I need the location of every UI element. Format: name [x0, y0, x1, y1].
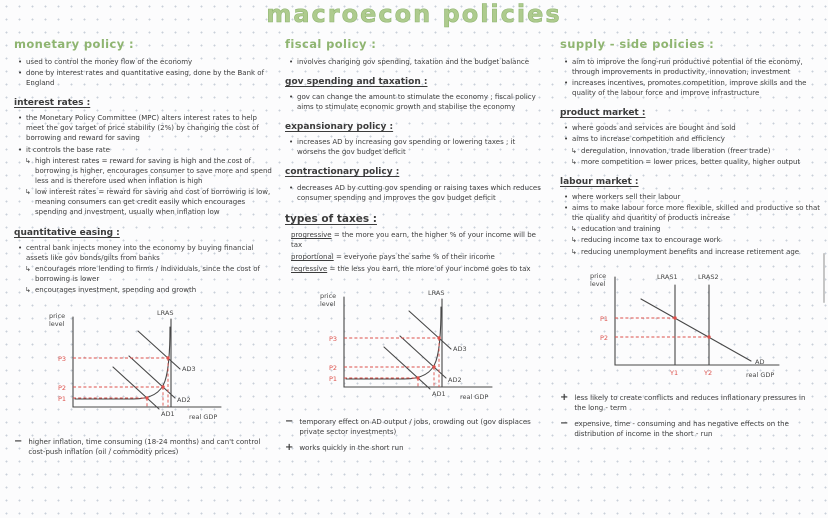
tax-term: regressive	[291, 265, 328, 274]
x-axis-label: real GDP	[745, 370, 774, 379]
fiscal-ad-as-graph	[314, 283, 514, 411]
y-axis-label: price	[49, 312, 66, 321]
note-text: higher inflation, time consuming (18-24 months) and can't control cost-push inflation (oil / commodity prices)	[28, 438, 261, 457]
ad-line	[641, 299, 751, 361]
p1-label: P1	[599, 314, 608, 323]
axes	[615, 277, 779, 365]
monetary-ad-as-graph	[43, 303, 243, 431]
note-line: • increases AD by increasing gov spending or lowering taxes ; it worsens the gov budget deficit	[289, 137, 543, 157]
note-line: • aims to make labour force more flexible, skilled and productive so that the quality and quantity of products increase	[564, 203, 820, 223]
lras-label: LRAS	[157, 309, 174, 318]
fiscal-heading: fiscal policy :	[285, 37, 377, 51]
y-axis-label: price	[320, 291, 337, 300]
note-line: • increases incentives, promotes competition, improve skills and the quality of the labour force and improve infrastructure	[564, 78, 820, 98]
sub-note-line: ↳ encourages more lending to firms / individuals, since the cost of borrowing is lower	[18, 264, 272, 284]
ad2-label: AD2	[177, 396, 191, 405]
supply-side-heading: supply - side policies :	[560, 37, 715, 51]
note-text: temporary effect on AD output / jobs, crowding out (gov displaces private sector investments)	[299, 417, 531, 436]
expansionary-list	[289, 137, 543, 157]
tax-definition: = the less you earn, the more of your income goes to tax	[329, 265, 531, 274]
note-line: • central bank injects money into the economy by buying financial assets like gov bonds/gilts from banks	[18, 243, 272, 263]
graph-curves	[73, 317, 221, 409]
sub-note-line: ↳ low interest rates = reward for saving and cost of borrowing is low, meaning consumers can get credit easily which encourages spending and investment, usually when inflation low	[18, 187, 272, 217]
y2-label: Y2	[703, 368, 712, 377]
ad3-line	[409, 311, 451, 349]
page-title: macroecon policies	[266, 0, 562, 28]
note-line: • decreases AD by cutting gov spending or raising taxes which reduces consumer spending and improves the gov budget deficit	[289, 183, 543, 203]
supply-intro-list	[564, 57, 820, 99]
monetary-heading: monetary policy :	[14, 37, 135, 51]
supply-side-column	[560, 36, 820, 439]
p2-label: P2	[58, 384, 67, 393]
ad1-label: AD1	[432, 389, 446, 398]
x-axis-label: real GDP	[460, 392, 489, 401]
y-axis-label: level	[49, 320, 65, 329]
p2-label: P2	[329, 363, 338, 372]
interest-rates-heading: interest rates :	[14, 98, 91, 109]
fiscal-policy-column	[285, 36, 543, 453]
interest-rates-list	[18, 113, 272, 217]
y-axis-label: level	[320, 299, 336, 308]
supply-pro-note	[560, 393, 820, 413]
ad3-label: AD3	[453, 344, 467, 353]
sub-note-line: ↳ education and training	[564, 224, 820, 234]
p3-label: P3	[58, 355, 67, 364]
note-line: • gov can change the amount to stimulate the economy ; fiscal policy aims to stimulate economic growth and stabilise the economy	[289, 92, 543, 112]
graph-labels	[320, 289, 488, 401]
p3-label: P3	[329, 334, 338, 343]
lras2-label: LRAS2	[697, 272, 719, 281]
as-curve	[75, 327, 170, 399]
fiscal-intro-list	[289, 57, 543, 67]
gov-spending-list	[289, 92, 543, 112]
lras-label: LRAS	[428, 288, 445, 297]
tax-type-line	[291, 252, 543, 262]
guide-lines	[615, 318, 709, 337]
graph-labels	[49, 309, 217, 421]
scrollbar-thumb[interactable]	[823, 253, 825, 303]
tax-definition: = everyone pays the same % of their income	[335, 253, 495, 262]
price-labels	[58, 355, 66, 403]
p2-label: P2	[599, 333, 608, 342]
labour-market-heading: labour market :	[560, 176, 639, 187]
contractionary-list	[289, 183, 543, 203]
graph-curves	[615, 277, 779, 365]
quantitative-easing-heading: quantitative easing :	[14, 227, 120, 238]
note-line: • used to control the money flow of the economy	[18, 57, 272, 67]
supply-side-lras-graph	[583, 265, 798, 387]
note-line: • aims to increase competition and efficiency	[564, 134, 820, 144]
as-curve	[346, 307, 441, 379]
ad2-label: AD2	[448, 375, 462, 384]
note-line: • aim to improve the long-run productive potential of the economy, through improvements in productivity, innovation, investment	[564, 57, 820, 77]
note-line: • it controls the base rate	[18, 145, 272, 155]
expansionary-heading: expansionary policy :	[285, 122, 394, 133]
ad1-label: AD1	[161, 410, 175, 419]
fiscal-pro-note	[285, 443, 543, 453]
fiscal-con-note	[285, 417, 543, 437]
graph-labels	[590, 272, 774, 379]
axes	[344, 297, 492, 387]
plus-icon: +	[285, 441, 294, 453]
sub-note-line: ↳ high interest rates = reward for saving is high and the cost of borrowing is higher, encourages consumer to save more and spend less and is therefore used when inflation is high	[18, 156, 272, 186]
minus-icon: −	[14, 436, 23, 448]
gov-spending-heading: gov spending and taxation :	[285, 76, 428, 87]
ad3-label: AD3	[182, 365, 196, 374]
note-text: less likely to create conflicts and reduces inflationary pressures in the long - term	[574, 393, 806, 412]
ad1-line	[384, 347, 430, 389]
price-labels	[329, 335, 337, 383]
minus-icon: −	[285, 415, 294, 427]
guide-lines	[73, 358, 168, 407]
tax-type-line	[291, 264, 543, 274]
monetary-intro-list	[18, 57, 272, 88]
sub-note-line: ↳ reducing income tax to encourage work	[564, 235, 820, 245]
note-text: expensive, time - consuming and has negative effects on the distribution of income in the short - run	[574, 420, 789, 439]
contractionary-heading: contractionary policy :	[285, 167, 400, 178]
types-of-taxes-heading: types of taxes :	[285, 212, 377, 225]
guide-lines	[344, 338, 439, 387]
product-market-list	[564, 123, 820, 167]
monetary-con-note	[14, 437, 272, 457]
tax-term: proportional	[291, 253, 334, 262]
note-text: works quickly in the short run	[299, 443, 404, 452]
labour-market-list	[564, 192, 820, 257]
lras1-label: LRAS1	[656, 272, 678, 281]
sub-note-line: ↳ encourages investment, spending and growth	[18, 285, 272, 295]
y-axis-label: price	[589, 271, 606, 280]
tax-definition: = the more you earn, the higher % of your income will be tax	[291, 231, 536, 250]
x-axis-label: real GDP	[189, 413, 218, 422]
p1-label: P1	[58, 395, 67, 404]
axes	[73, 317, 221, 407]
ad1-line	[113, 367, 159, 409]
sub-note-line: ↳ reducing unemployment benefits and increase retirement age	[564, 247, 820, 257]
monetary-policy-column	[14, 36, 272, 458]
sub-note-line: ↳ more competition = lower prices, better quality, higher output	[564, 157, 820, 167]
note-line: • where goods and services are bought and sold	[564, 123, 820, 133]
tax-type-line	[291, 230, 543, 250]
note-line: • the Monetary Policy Committee (MPC) alters interest rates to help meet the gov target of price stability (2%) by changing the cost of borrowing and reward for saving	[18, 113, 272, 143]
quantitative-easing-list	[18, 243, 272, 296]
supply-con-note	[560, 419, 820, 439]
graph-curves	[344, 297, 492, 389]
note-line: • done by interest rates and quantitative easing, done by the Bank of England	[18, 68, 272, 88]
y1-label: Y1	[669, 368, 678, 377]
tax-term: progressive	[291, 231, 332, 240]
ad-label: AD	[754, 357, 764, 366]
minus-icon: −	[560, 418, 569, 430]
product-market-heading: product market :	[560, 108, 646, 119]
sub-note-line: ↳ deregulation, innovation, trade liberation (freer trade)	[564, 146, 820, 156]
y-axis-label: level	[589, 279, 605, 288]
ad3-line	[138, 331, 180, 369]
note-line: • where workers sell their labour	[564, 192, 820, 202]
red-labels	[600, 315, 712, 377]
note-line: • involves changing gov spending, taxation and the budget balance	[289, 57, 543, 67]
plus-icon: +	[560, 391, 569, 403]
p1-label: P1	[329, 374, 338, 383]
